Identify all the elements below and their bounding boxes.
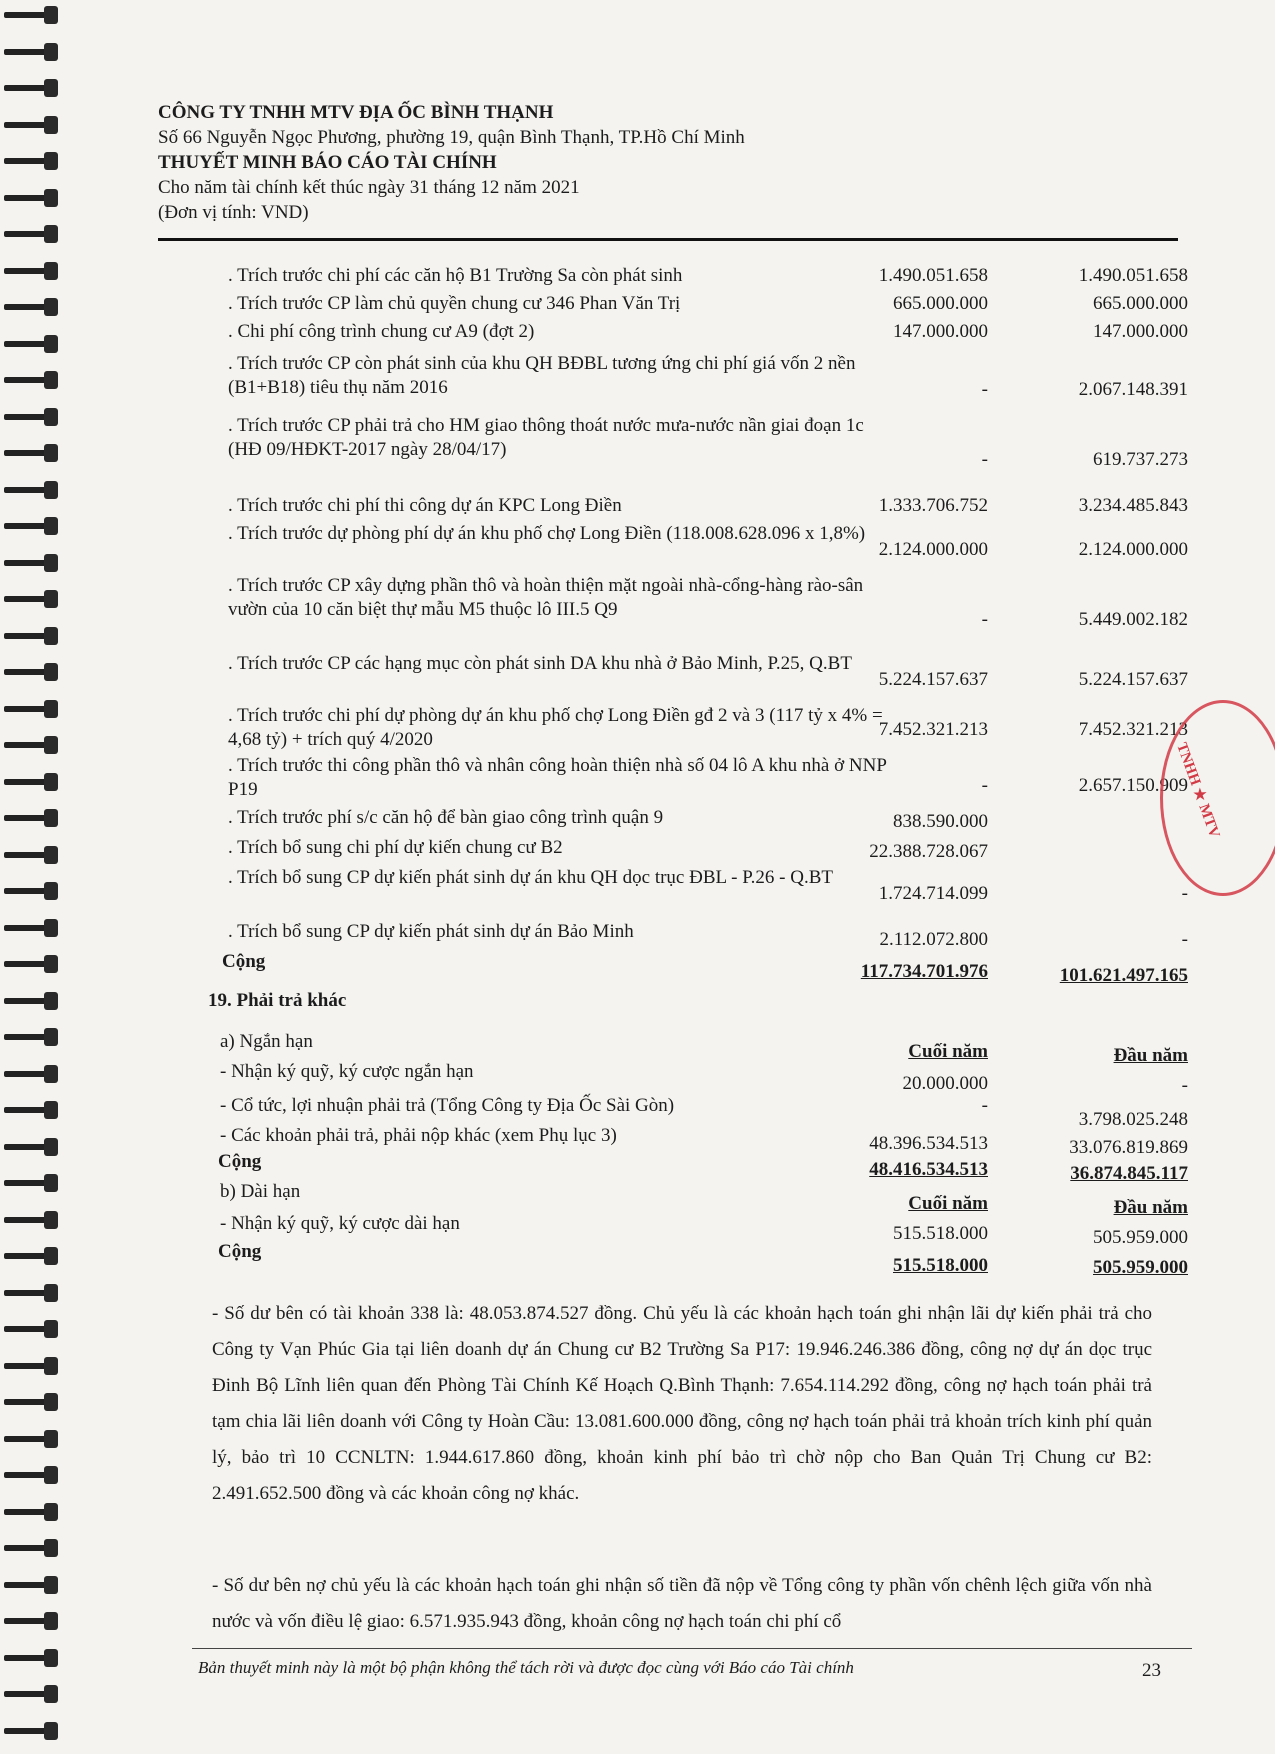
value-begin: 2.067.148.391 [1078,379,1188,400]
value-begin: - [1181,1075,1188,1096]
value-begin: 2.657.150.909 [1078,775,1188,796]
company-name: CÔNG TY TNHH MTV ĐỊA ỐC BÌNH THẠNH [158,102,554,123]
binding-coil [4,990,58,1012]
row-description: - Nhận ký quỹ, ký cược dài hạn [220,1213,460,1234]
value-end: 7.452.321.213 [878,719,988,740]
value-begin: 5.449.002.182 [1078,609,1188,630]
value-end: 5.224.157.637 [878,669,988,690]
footer-rule [192,1648,1192,1649]
company-address: Số 66 Nguyễn Ngọc Phương, phường 19, quận Bình Thạnh, TP.Hồ Chí Minh [158,127,745,148]
short-term-label: a) Ngắn hạn [220,1031,313,1052]
value-end: 20.000.000 [902,1073,988,1094]
value-end: - [981,449,988,470]
binding-coil [4,880,58,902]
binding-coil [4,1464,58,1486]
binding-coil [4,77,58,99]
col-header-end: Cuối năm [908,1041,988,1062]
binding-coil [4,1683,58,1705]
binding-coil [4,1537,58,1559]
binding-coil [4,41,58,63]
section-19-title: 19. Phải trả khác [208,990,347,1011]
binding-coil [4,1318,58,1340]
value-end: 2.112.072.800 [879,929,988,950]
value-begin: 3.798.025.248 [1078,1109,1188,1130]
total-begin: 36.874.845.117 [1070,1163,1188,1184]
binding-coil [4,734,58,756]
binding-coil [4,953,58,975]
spiral-binding [0,0,62,1754]
value-begin: 665.000.000 [1093,293,1188,314]
row-description: . Trích trước thi công phần thô và nhân công hoàn thiện nhà số 04 lô A khu nhà ở NNP P19 [228,755,887,800]
binding-coil [4,1501,58,1523]
row-description: . Trích trước chi phí các căn hộ B1 Trường Sa còn phát sinh [228,265,683,286]
total-label: Cộng [222,951,266,972]
value-begin: - [1181,883,1188,904]
paragraph-credit-balance: - Số dư bên có tài khoản 338 là: 48.053.874.527 đồng. Chủ yếu là các khoản hạch toán ghi nhận lãi dự kiến phải trả cho Công ty Vạn Phúc Gia tại liên doanh dự án Chung cư B2 Trường Sa P17: 19.946.246.386 đồng, công nợ dự án dọc trục Đinh Bộ Lĩnh liên quan đến Phòng Tài Chính Kế Hoạch Q.Bình Thạnh: 7.654.114.292 đồng, công nợ hạch toán phải trả tạm chia lãi liên doanh với Công ty Hoàn Cầu: 13.081.600.000 đồng, công nợ hạch toán phải trả khoản trích kinh phí quản lý, bảo trì 10 CCNLTN: 1.944.617.860 đồng, khoản kinh phí bảo trì chờ nộp cho Ban Quản Trị Chung cư B2: 2.491.652.500 đồng và các khoản công nợ khác. [212,1303,1152,1504]
report-title: THUYẾT MINH BÁO CÁO TÀI CHÍNH [158,152,497,173]
value-begin: 1.490.051.658 [1078,265,1188,286]
page-number: 23 [1142,1660,1161,1681]
binding-coil [4,1063,58,1085]
binding-coil [4,807,58,829]
binding-coil [4,260,58,282]
row-description: . Trích trước phí s/c căn hộ để bàn giao công trình quận 9 [228,807,664,828]
binding-coil [4,1574,58,1596]
total-begin: 505.959.000 [1093,1257,1188,1278]
value-end: - [981,379,988,400]
document-header [158,100,745,225]
row-description: . Trích trước chi phí thi công dự án KPC Long Điền [228,495,622,516]
report-period: Cho năm tài chính kết thúc ngày 31 tháng 12 năm 2021 [158,177,580,198]
binding-coil [4,1391,58,1413]
col-header-begin: Đầu năm [1113,1197,1188,1218]
total-label: Cộng [218,1151,262,1172]
binding-coil [4,406,58,428]
binding-coil [4,1099,58,1121]
row-description: . Trích trước chi phí dự phòng dự án khu phố chợ Long Điền gđ 2 và 3 (117 tỷ x 4% = 4,68 tỷ) + trích quý 4/2020 [228,705,883,750]
binding-coil [4,661,58,683]
binding-coil [4,1282,58,1304]
binding-coil [4,187,58,209]
row-description: . Trích bổ sung CP dự kiến phát sinh dự án khu QH dọc trục ĐBL - P.26 - Q.BT [228,867,834,888]
value-begin: 147.000.000 [1093,321,1188,342]
binding-coil [4,4,58,26]
binding-coil [4,333,58,355]
binding-coil [4,1720,58,1742]
company-seal [1160,700,1275,896]
header-rule [158,238,1178,241]
binding-coil [4,1245,58,1267]
value-end: 1.724.714.099 [878,883,988,904]
value-end: 1.490.051.658 [878,265,988,286]
footer-note: Bản thuyết minh này là một bộ phận không thể tách rời và được đọc cùng với Báo cáo Tài chính [198,1658,854,1677]
binding-coil [4,1172,58,1194]
value-begin: - [1181,929,1188,950]
paragraph-debit-balance: - Số dư bên nợ chủ yếu là các khoản hạch toán ghi nhận số tiền đã nộp về Tổng công ty phần vốn chênh lệch giữa vốn nhà nước và vốn điều lệ giao: 6.571.935.943 đồng, khoản công nợ hạch toán chi phí cổ [212,1575,1152,1632]
total-end: 515.518.000 [893,1255,988,1276]
value-end: 838.590.000 [893,811,988,832]
value-begin: 7.452.321.213 [1078,719,1188,740]
binding-coil [4,771,58,793]
value-end: - [981,1095,988,1116]
binding-coil [4,552,58,574]
binding-coil [4,1647,58,1669]
row-description: - Nhận ký quỹ, ký cược ngắn hạn [220,1061,474,1082]
long-term-label: b) Dài hạn [220,1181,301,1202]
binding-coil [4,588,58,610]
value-end: 665.000.000 [893,293,988,314]
value-end: 22.388.728.067 [869,841,988,862]
total-label: Cộng [218,1241,262,1262]
row-description: . Trích trước CP làm chủ quyền chung cư 346 Phan Văn Trị [228,293,681,314]
total-begin: 101.621.497.165 [1059,965,1188,986]
value-begin: 2.124.000.000 [1078,539,1188,560]
row-description: . Trích trước CP phải trả cho HM giao thông thoát nước mưa-nước nần giai đoạn 1c (HĐ 09/HĐKT-2017 ngày 28/04/17) [228,415,864,460]
value-end: - [981,609,988,630]
row-description: . Trích trước CP còn phát sinh của khu QH BĐBL tương ứng chi phí giá vốn 2 nền (B1+B18) tiêu thụ năm 2016 [228,353,856,398]
binding-coil [4,150,58,172]
total-end: 48.416.534.513 [869,1159,988,1180]
binding-coil [4,442,58,464]
binding-coil [4,1026,58,1048]
value-end: 2.124.000.000 [878,539,988,560]
currency-unit: (Đơn vị tính: VND) [158,202,309,223]
row-description: . Trích bổ sung chi phí dự kiến chung cư B2 [228,837,563,858]
total-end: 117.734.701.976 [860,961,988,982]
binding-coil [4,1428,58,1450]
binding-coil [4,515,58,537]
binding-coil [4,1136,58,1158]
col-header-begin: Đầu năm [1113,1045,1188,1066]
value-end: 515.518.000 [893,1223,988,1244]
value-end: 147.000.000 [893,321,988,342]
binding-coil [4,1355,58,1377]
col-header-end: Cuối năm [908,1193,988,1214]
value-begin: 5.224.157.637 [1078,669,1188,690]
value-end: 1.333.706.752 [878,495,988,516]
row-description: - Các khoản phải trả, phải nộp khác (xem Phụ lục 3) [220,1125,617,1146]
binding-coil [4,1610,58,1632]
binding-coil [4,698,58,720]
row-description: . Trích trước CP xây dựng phần thô và hoàn thiện mặt ngoài nhà-cổng-hàng rào-sân vườn của 10 căn biệt thự mẫu M5 thuộc lô III.5 Q9 [228,575,864,620]
binding-coil [4,844,58,866]
row-description: . Chi phí công trình chung cư A9 (đợt 2) [228,321,535,342]
value-end: - [981,775,988,796]
binding-coil [4,625,58,647]
seal-text: TNHH ★ MTV [1173,740,1223,841]
row-description: . Trích trước dự phòng phí dự án khu phố chợ Long Điền (118.008.628.096 x 1,8%) [228,523,866,544]
binding-coil [4,369,58,391]
binding-coil [4,114,58,136]
binding-coil [4,296,58,318]
row-description: - Cổ tức, lợi nhuận phải trả (Tổng Công ty Địa Ốc Sài Gòn) [220,1095,675,1116]
value-begin: 3.234.485.843 [1078,495,1188,516]
row-description: . Trích trước CP các hạng mục còn phát sinh DA khu nhà ở Bảo Minh, P.25, Q.BT [228,653,852,674]
binding-coil [4,1209,58,1231]
value-begin: 619.737.273 [1093,449,1188,470]
value-end: 48.396.534.513 [869,1133,988,1154]
binding-coil [4,223,58,245]
binding-coil [4,917,58,939]
value-begin: 33.076.819.869 [1069,1137,1188,1158]
row-description: . Trích bổ sung CP dự kiến phát sinh dự án Bảo Minh [228,921,634,942]
binding-coil [4,479,58,501]
value-begin: 505.959.000 [1093,1227,1188,1248]
